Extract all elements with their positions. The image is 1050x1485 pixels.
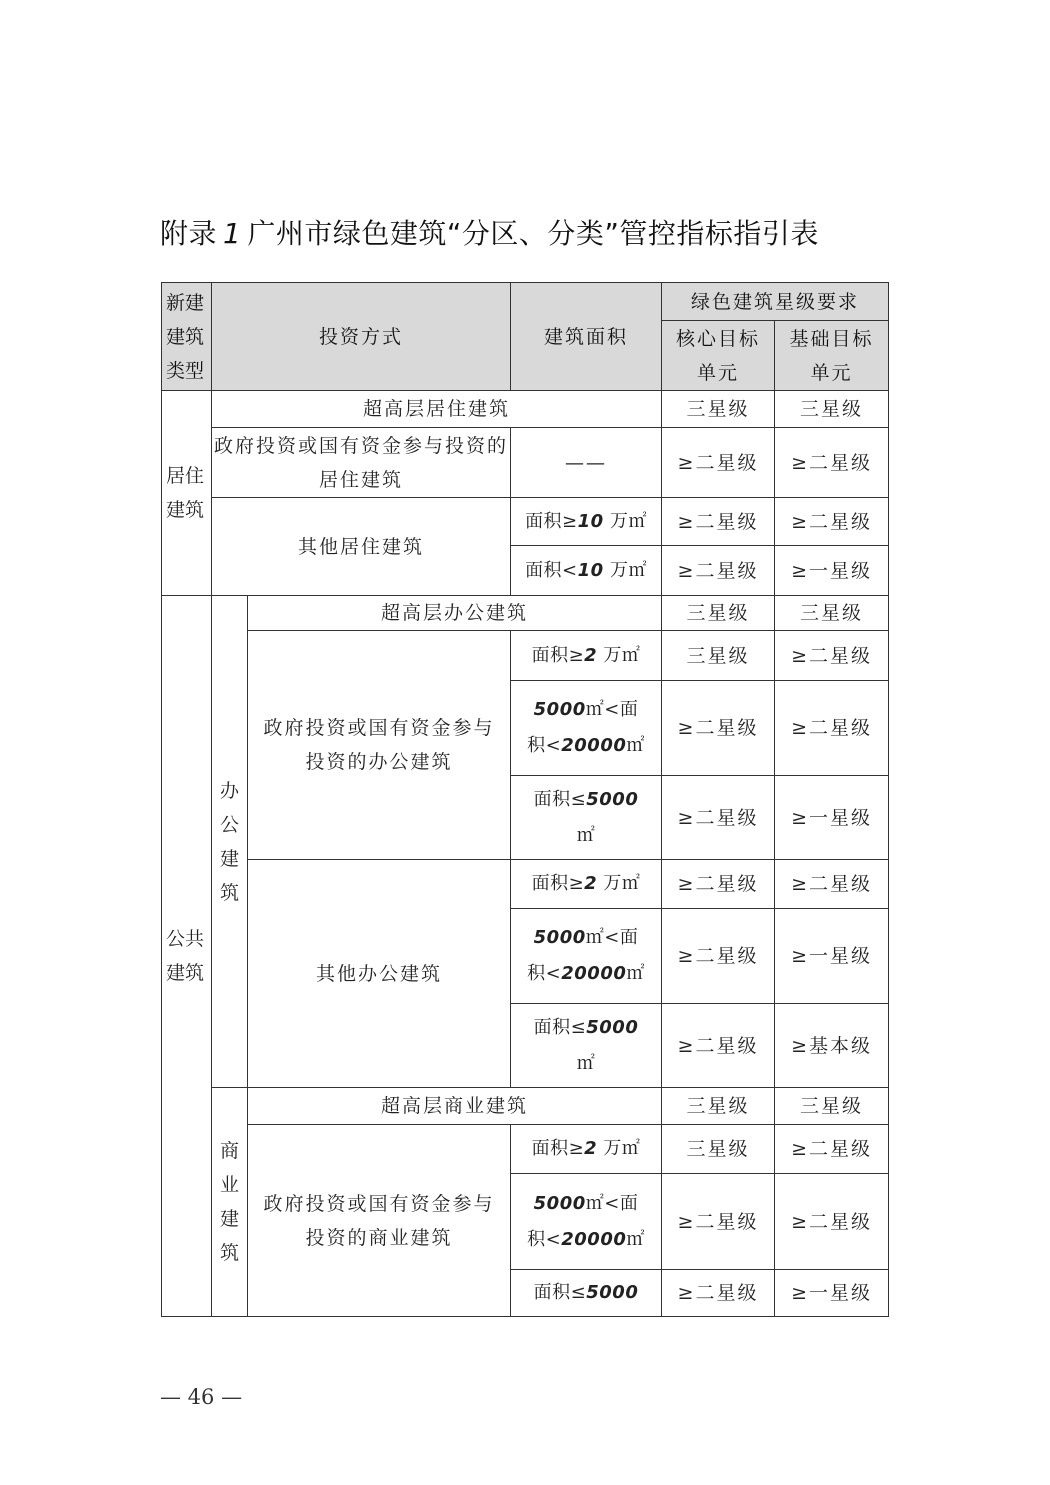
header-core-unit: 核心目标 单元 <box>662 321 775 391</box>
basic-value: ≥一星级 <box>775 1270 889 1317</box>
header-basic-unit: 基础目标 单元 <box>775 321 889 391</box>
core-value: ≥二星级 <box>662 909 775 1004</box>
area-value: 面积≥2 万㎡ <box>511 1125 662 1174</box>
header-star-requirement: 绿色建筑星级要求 <box>662 283 889 321</box>
core-value: 三星级 <box>662 391 775 428</box>
basic-value: ≥二星级 <box>775 428 889 498</box>
core-value: ≥二星级 <box>662 776 775 860</box>
superhigh-office: 超高层办公建筑 <box>248 596 662 631</box>
basic-value: ≥二星级 <box>775 681 889 776</box>
other-residential: 其他居住建筑 <box>212 498 511 596</box>
area-value: 面积≥2 万㎡ <box>511 860 662 909</box>
area-value: 5000㎡<面 积<20000㎡ <box>511 1174 662 1270</box>
table-row <box>162 498 889 546</box>
area-value: 面积≤5000 ㎡ <box>511 1004 662 1088</box>
core-value: ≥二星级 <box>662 1270 775 1317</box>
core-value: ≥二星级 <box>662 428 775 498</box>
table-row <box>162 860 889 909</box>
basic-value: ≥基本级 <box>775 1004 889 1088</box>
core-value: ≥二星级 <box>662 498 775 546</box>
core-value: 三星级 <box>662 1088 775 1125</box>
area-value: 面积<10 万㎡ <box>511 546 662 596</box>
core-value: ≥二星级 <box>662 860 775 909</box>
superhigh-residential: 超高层居住建筑 <box>212 391 662 428</box>
guideline-table <box>161 282 889 1317</box>
core-value: 三星级 <box>662 1125 775 1174</box>
area-value: 面积≤5000 <box>511 1270 662 1317</box>
core-value: ≥二星级 <box>662 546 775 596</box>
basic-value: ≥二星级 <box>775 1125 889 1174</box>
office-label: 办 公 建 筑 <box>212 596 248 1088</box>
table-row <box>162 1088 889 1125</box>
area-value: 面积≥2 万㎡ <box>511 631 662 681</box>
residential-label: 居住 建筑 <box>162 391 212 596</box>
gov-residential: 政府投资或国有资金参与投资的 居住建筑 <box>212 428 511 498</box>
table-row <box>162 596 889 631</box>
table-row <box>162 1125 889 1174</box>
other-office: 其他办公建筑 <box>248 860 511 1088</box>
page-number: — 46 — <box>160 1385 243 1409</box>
gov-commercial: 政府投资或国有资金参与 投资的商业建筑 <box>248 1125 511 1317</box>
header-building-type: 新建 建筑 类型 <box>162 283 212 391</box>
basic-value: ≥二星级 <box>775 1174 889 1270</box>
core-value: ≥二星级 <box>662 1004 775 1088</box>
header-area: 建筑面积 <box>511 283 662 391</box>
basic-value: 三星级 <box>775 391 889 428</box>
area-value: 面积≥10 万㎡ <box>511 498 662 546</box>
basic-value: ≥一星级 <box>775 909 889 1004</box>
title-prefix: 附录 <box>160 217 218 250</box>
basic-value: ≥一星级 <box>775 546 889 596</box>
basic-value: ≥一星级 <box>775 776 889 860</box>
core-value: 三星级 <box>662 631 775 681</box>
superhigh-commercial: 超高层商业建筑 <box>248 1088 662 1125</box>
area-value: —— <box>511 428 662 498</box>
table-row <box>162 391 889 428</box>
basic-value: 三星级 <box>775 1088 889 1125</box>
gov-office: 政府投资或国有资金参与 投资的办公建筑 <box>248 631 511 860</box>
basic-value: ≥二星级 <box>775 498 889 546</box>
title-number: 1 <box>223 217 242 250</box>
area-value: 面积≤5000 ㎡ <box>511 776 662 860</box>
commercial-label: 商 业 建 筑 <box>212 1088 248 1317</box>
basic-value: 三星级 <box>775 596 889 631</box>
table-row <box>162 631 889 681</box>
guideline-table-wrapper <box>161 282 888 1317</box>
core-value: ≥二星级 <box>662 1174 775 1270</box>
core-value: 三星级 <box>662 596 775 631</box>
area-value: 5000㎡<面 积<20000㎡ <box>511 909 662 1004</box>
page-title <box>160 212 920 256</box>
basic-value: ≥二星级 <box>775 631 889 681</box>
header-investment: 投资方式 <box>212 283 511 391</box>
public-label: 公共 建筑 <box>162 596 212 1317</box>
area-value: 5000㎡<面 积<20000㎡ <box>511 681 662 776</box>
core-value: ≥二星级 <box>662 681 775 776</box>
title-text: 广州市绿色建筑“分区、分类”管控指标指引表 <box>247 217 819 250</box>
basic-value: ≥二星级 <box>775 860 889 909</box>
table-row <box>162 428 889 498</box>
